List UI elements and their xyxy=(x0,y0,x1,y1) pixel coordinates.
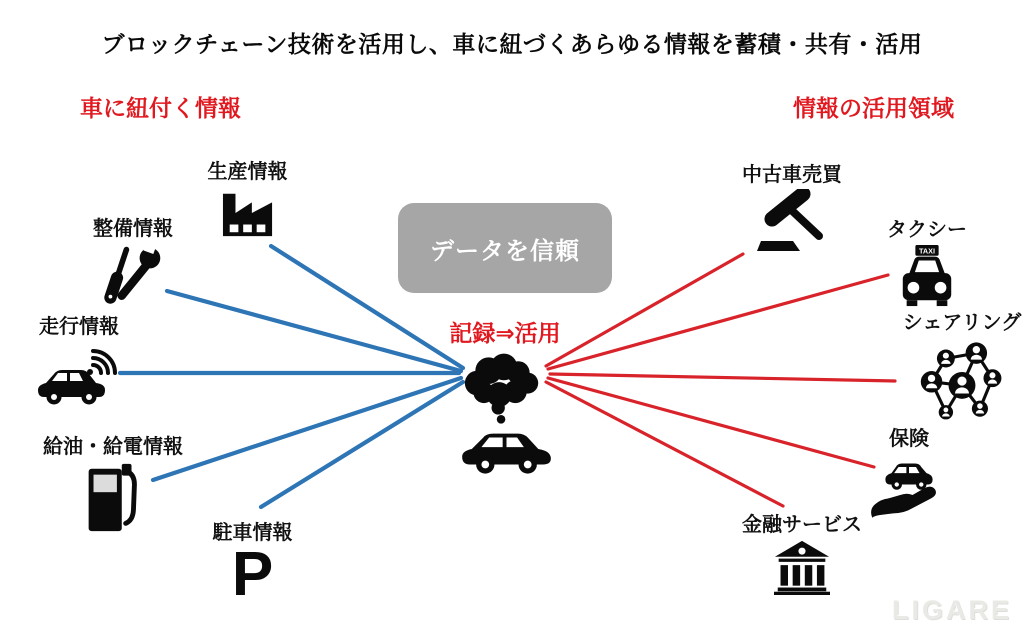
data-cloud xyxy=(454,345,550,425)
red-link-finance xyxy=(546,382,783,506)
node-maintenance-info xyxy=(74,218,192,307)
insurance-hand-car-icon xyxy=(863,453,955,523)
parking-icon: P xyxy=(231,540,274,609)
node-label: 中古車売買 xyxy=(742,164,842,186)
tools-icon xyxy=(101,243,165,307)
node-label: タクシー xyxy=(887,219,967,241)
node-parking-info xyxy=(195,522,310,609)
gavel-icon xyxy=(755,189,829,253)
record-label: 記録⇒活用 xyxy=(449,320,561,346)
ligare-watermark: LIGARE xyxy=(891,595,1012,625)
red-link-sharing xyxy=(550,374,895,381)
blue-link-parking xyxy=(261,382,463,507)
node-used-car-trade xyxy=(728,164,856,253)
node-label: 金融サービス xyxy=(742,514,862,536)
trust-box-label: データを信頼 xyxy=(430,237,580,265)
node-label: 給油・給電情報 xyxy=(43,436,183,458)
trust-box xyxy=(398,203,612,293)
node-financial-services xyxy=(740,514,864,595)
node-label: シェアリング xyxy=(902,312,1022,334)
node-taxi xyxy=(866,219,988,310)
taxi-sign-text: TAXI xyxy=(919,246,935,256)
node-production-info xyxy=(190,161,305,238)
node-label: 駐車情報 xyxy=(212,522,293,544)
red-link-insurance xyxy=(548,378,874,467)
factory-icon xyxy=(219,186,277,238)
node-label: 整備情報 xyxy=(93,218,173,240)
connected-car-icon xyxy=(35,341,123,405)
sharing-network-icon xyxy=(918,337,1006,423)
bank-icon xyxy=(773,539,831,595)
node-fuel-charge-info xyxy=(38,436,188,537)
node-label: 生産情報 xyxy=(207,161,288,183)
car-icon xyxy=(458,423,555,477)
node-sharing xyxy=(898,312,1024,423)
left-section-header: 車に紐付く情報 xyxy=(80,95,241,121)
right-section-header: 情報の活用領域 xyxy=(793,95,954,121)
taxi-icon xyxy=(896,244,958,310)
diagram-title: ブロックチェーン技術を活用し、車に紐づくあらゆる情報を蓄積・共有・活用 xyxy=(101,31,923,57)
node-driving-info xyxy=(20,316,138,405)
node-insurance xyxy=(850,428,968,523)
fuel-pump-icon xyxy=(85,461,141,537)
node-label: 保険 xyxy=(889,428,929,450)
blue-link-fuel xyxy=(153,378,461,480)
node-label: 走行情報 xyxy=(39,316,119,338)
center-car xyxy=(458,423,555,477)
data-cloud-icon xyxy=(454,345,550,425)
